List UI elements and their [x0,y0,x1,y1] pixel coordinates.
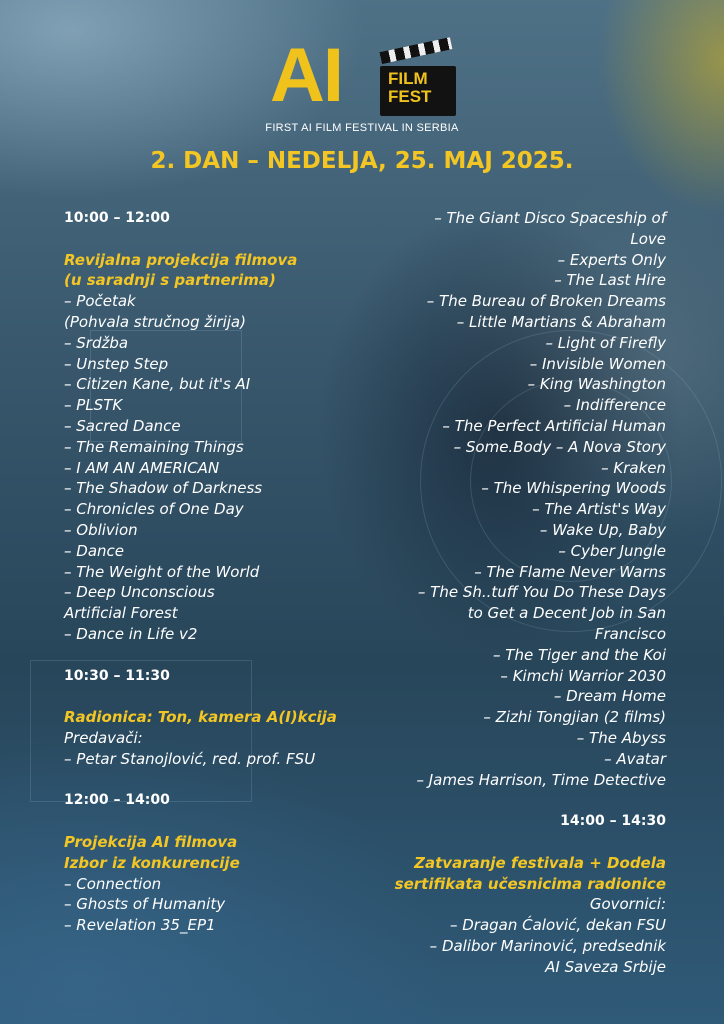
list-item: – The Weight of the World [64,562,260,581]
list-item: – Wake Up, Baby [539,520,666,539]
section-heading: Radionica: Ton, kamera A(I)kcija [64,708,337,727]
list-item: (Pohvala stručnog žirija) [64,312,246,331]
list-item: – Light of Firefly [545,333,666,352]
list-item: – Dalibor Marinović, predsednik [429,936,666,955]
list-item: – Kimchi Warrior 2030 [500,666,666,685]
clapperboard-stripes [380,37,453,64]
list-item: – The Flame Never Warns [474,562,666,581]
logo-fest-text: FEST [388,87,432,106]
list-item: – Experts Only [557,250,666,269]
time-slot: 12:00 – 14:00 [64,792,170,809]
list-item: – King Washington [527,375,666,394]
time-slot: 14:00 – 14:30 [560,813,666,830]
schedule-left-column [64,208,364,936]
list-item: – Zizhi Tongjian (2 films) [483,708,666,727]
clapperboard-text [388,70,431,106]
list-item: – Dance [64,541,124,560]
list-item: – The Tiger and the Koi [493,645,666,664]
list-item: Artificial Forest [64,604,178,623]
logo-film-text: FILM [388,69,428,88]
list-item: – The Giant Disco Spaceship of [434,209,666,227]
list-item: AI Saveza Srbije [545,957,666,976]
list-item: – Connection [64,874,162,893]
section-heading: (u saradnji s partnerima) [64,271,276,290]
list-item: – Unstep Step [64,354,169,373]
list-item: – Deep Unconscious [64,583,215,602]
section-heading: Zatvaranje festivala + Dodela [414,853,666,872]
list-item: – Little Martians & Abraham [456,312,666,331]
list-item: – The Perfect Artificial Human [442,416,666,435]
list-item: to Get a Decent Job in San [467,604,666,623]
schedule-right-column [376,208,666,977]
list-item: – The Sh..tuff You Do These Days [417,583,666,602]
list-item: – The Bureau of Broken Dreams [426,292,666,311]
list-item: – The Last Hire [554,271,666,290]
list-item: – Dance in Life v2 [64,624,198,643]
logo-tagline: FIRST AI FILM FESTIVAL IN SERBIA [265,122,459,134]
list-item: – I AM AN AMERICAN [64,458,220,477]
festival-logo [262,33,462,138]
logo-ai-text: AI [270,33,342,118]
list-item: – Dream Home [553,687,666,706]
list-item: – Revelation 35_EP1 [64,916,216,935]
list-item: – Dragan Ćalović, dekan FSU [449,916,666,935]
list-item: – PLSTK [64,396,123,415]
list-item: – Cyber Jungle [558,541,666,560]
list-item: – Some.Body – A Nova Story [453,437,666,456]
list-item: Francisco [594,624,666,643]
list-item: – Kraken [601,458,666,477]
list-item: – Citizen Kane, but it's AI [64,375,251,394]
time-slot: 10:00 – 12:00 [64,210,170,226]
list-item: – Invisible Women [529,354,666,373]
list-item: – Oblivion [64,520,138,539]
list-item: – The Shadow of Darkness [64,479,263,498]
list-item: – James Harrison, Time Detective [416,770,666,789]
section-heading: Projekcija AI filmova [64,832,238,851]
list-item: – Petar Stanojlović, red. prof. FSU [64,749,316,768]
list-item: – Indifference [563,396,666,415]
list-item: – Chronicles of One Day [64,500,244,519]
list-item: – The Abyss [576,728,666,747]
section-heading: Izbor iz konkurencije [64,853,240,872]
list-item: – Ghosts of Humanity [64,895,226,914]
list-item: Predavači: [64,728,143,747]
list-item: – The Artist's Way [532,500,666,519]
list-item: – Početak [64,292,136,311]
time-slot: 10:30 – 11:30 [64,667,170,684]
section-heading: Revijalna projekcija filmova [64,250,298,269]
list-item: – Srdžba [64,333,129,352]
list-item: Govornici: [589,895,666,914]
section-heading: sertifikata učesnicima radionice [394,874,666,893]
list-item: – The Remaining Things [64,437,244,456]
list-item: – The Whispering Woods [481,479,666,498]
list-item: – Sacred Dance [64,416,181,435]
clapperboard-icon [380,52,456,116]
page-title: 2. DAN – NEDELJA, 25. MAJ 2025. [150,148,574,174]
list-item: – Avatar [604,749,666,768]
list-item: Love [630,229,666,248]
